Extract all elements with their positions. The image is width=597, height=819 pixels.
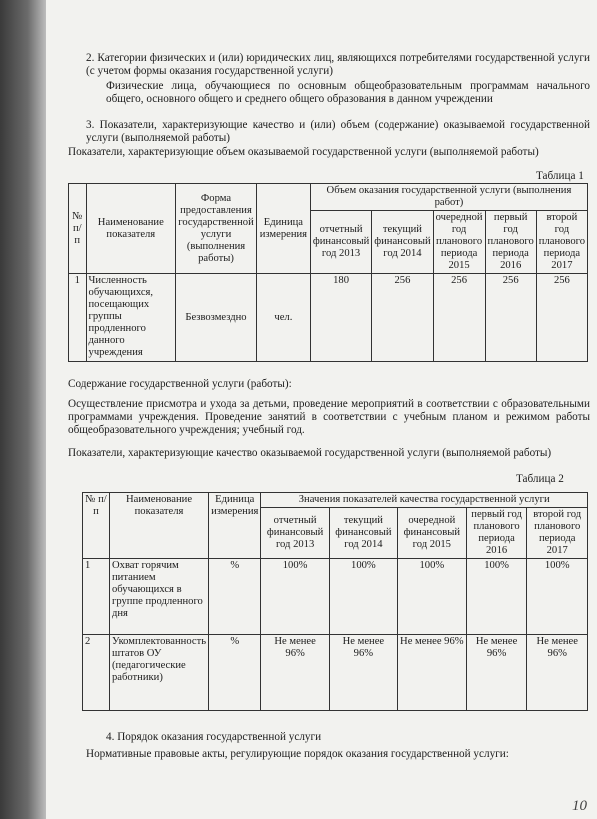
quality-indicators-heading: Показатели, характеризующие качество оказываемой государственной услуги (выполняемой работы) (68, 447, 552, 459)
table2-col-y2014: текущий финансовый год 2014 (329, 508, 397, 559)
table1-col-y2016: первый год планового периода 2016 (485, 211, 536, 274)
table-2 (82, 492, 588, 711)
table-row: 2 Укомплектованность штатов ОУ (педагогические работники) % Не менее 96% Не менее 96% Не менее 96% Не менее 96% Не менее 96% (83, 635, 588, 711)
table1-col-y2014: текущий финансовый год 2014 (372, 211, 433, 274)
section-4-text: Нормативные правовые акты, регулирующие порядок оказания государственной услуги: (86, 748, 509, 760)
table1-col-y2013: отчетный финансовый год 2013 (310, 211, 371, 274)
table1-col-unit: Единица измерения (256, 184, 310, 274)
page-number: 10 (572, 798, 587, 814)
table2-col-values: Значения показателей качества государственной услуги (261, 493, 588, 508)
table2-col-y2015: очередной финансовый год 2015 (397, 508, 466, 559)
table1-col-name: Наименование показателя (86, 184, 176, 274)
table2-col-name: Наименование показателя (110, 493, 209, 559)
volume-indicators-heading: Показатели, характеризующие объем оказываемой государственной услуги (выполняемой работы) (68, 146, 539, 158)
table2-col-y2017: второй год планового периода 2017 (527, 508, 588, 559)
section-2-heading: 2. Категории физических и (или) юридических лиц, являющихся потребителями государственной услуги (с учетом формы оказания государственной услуги) (86, 52, 591, 77)
table2-col-num: № п/п (83, 493, 110, 559)
section-2-text: Физические лица, обучающиеся по основным общеобразовательным программам начального общего, основного общего и среднего общего образования в данном учреждении (106, 80, 590, 105)
table-row: 1 Охват горячим питанием обучающихся в группе продленного дня % 100% 100% 100% 100% 100% (83, 559, 588, 635)
table1-col-y2015: очередной год планового периода 2015 (433, 211, 485, 274)
document-page (46, 0, 597, 819)
table1-col-num: № п/п (69, 184, 87, 274)
table-1 (68, 183, 588, 362)
section-3-heading: 3. Показатели, характеризующие качество и (или) объем (содержание) оказываемой государственной услуги (выполняемой работы) (86, 119, 590, 144)
table2-col-y2013: отчетный финансовый год 2013 (261, 508, 329, 559)
table2-col-unit: Единица измерения (209, 493, 261, 559)
scan-edge (0, 0, 46, 819)
section-4-heading: 4. Порядок оказания государственной услуги (106, 731, 322, 743)
table2-col-y2016: первый год планового периода 2016 (466, 508, 527, 559)
table-row: 1 Численность обучающихся, посещающих группы продленного данного учреждения Безвозмездно чел. 180 256 256 256 256 (69, 274, 588, 362)
service-content-heading: Содержание государственной услуги (работы): (68, 378, 292, 390)
table2-caption: Таблица 2 (516, 473, 564, 485)
table1-col-volume: Объем оказания государственной услуги (выполнения работ) (310, 184, 587, 211)
table1-caption: Таблица 1 (536, 170, 584, 182)
table1-col-form: Форма предоставления государственной услуги (выполнения работы) (176, 184, 257, 274)
service-content-text: Осуществление присмотра и ухода за детьми, проведение мероприятий в соответствии с образовательными программами учреждения. Проведение занятий в соответствии с учебным планом и режимом работы общеобразовательного учреждения; учебный год. (68, 398, 590, 436)
table1-col-y2017: второй год планового периода 2017 (536, 211, 587, 274)
